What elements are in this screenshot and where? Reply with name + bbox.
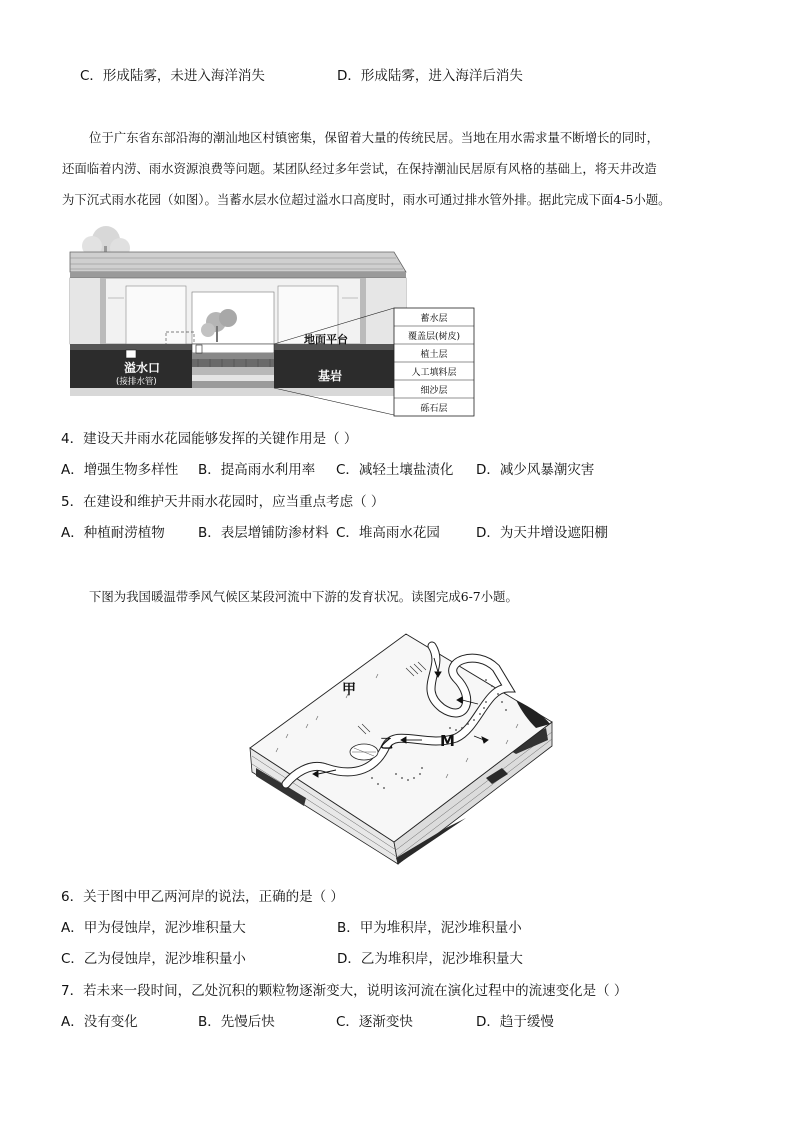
overflow-sublabel: (接排水管) [116,377,157,387]
building-walls [70,278,406,344]
q6-option-a: A．甲为侵蚀岸，泥沙堆积量大 [61,920,246,936]
q6-option-d: D．乙为堆积岸，泥沙堆积量大 [337,951,523,967]
passage1-line3: 为下沉式雨水花园（如图）。当蓄水层水位超过溢水口高度时，雨水可通过排水管外排。据此完成下面4-5小题。 [62,192,671,207]
label-m: M [440,732,455,750]
label-jia: 甲 [342,682,356,698]
layer-label-2: 覆盖层(树皮) [407,332,461,342]
q4-option-b: B．提高雨水利用率 [198,462,316,478]
layer-label-1: 蓄水层 [420,314,448,324]
q5-option-c: C．堆高雨水花园 [336,525,440,541]
q4-option-d: D．减少风暴潮灾害 [476,462,595,478]
overflow-label: 溢水口 [124,361,161,375]
passage1-line1: 位于广东省东部沿海的潮汕地区村镇密集，保留着大量的传统民居。当地在用水需求量不断增长的同时， [89,130,659,145]
q4-option-c: C．减轻土壤盐渍化 [336,462,454,478]
bedrock-label: 基岩 [318,369,343,383]
q5-stem: 5．在建设和维护天井雨水花园时，应当重点考虑（ ） [61,494,385,510]
layer-label-5: 细沙层 [420,386,448,396]
q7-option-b: B．先慢后快 [198,1014,275,1030]
passage2: 下图为我国暖温带季风气候区某段河流中下游的发育状况。读图完成6-7小题。 [89,589,518,604]
prev-option-d: D．形成陆雾，进入海洋后消失 [337,68,523,84]
river-block-diagram [246,628,556,870]
layer-label-3: 植土层 [420,350,448,360]
layer-label-4: 人工填料层 [411,368,457,378]
q6-option-b: B．甲为堆积岸，泥沙堆积量小 [337,920,522,936]
q7-option-d: D．趋于缓慢 [476,1014,554,1030]
passage1-line2: 还面临着内涝、雨水资源浪费等问题。某团队经过多年尝试，在保持潮汕民居原有风格的基础上，将天井改造 [62,161,657,176]
q5-option-d: D．为天井增设遮阳棚 [476,525,608,541]
q7-stem: 7．若未来一段时间，乙处沉积的颗粒物逐渐变大，说明该河流在演化过程中的流速变化是（ ） [61,983,628,999]
ground-level-label: 地面平台 [304,333,348,346]
q6-stem: 6．关于图中甲乙两河岸的说法，正确的是（ ） [61,889,344,905]
label-yi: 乙 [380,737,394,752]
q5-option-b: B．表层增铺防渗材料 [198,525,329,541]
q4-stem: 4．建设天井雨水花园能够发挥的关键作用是（ ） [61,431,358,447]
q7-option-a: A．没有变化 [61,1014,138,1030]
garden-layers [192,344,274,388]
q4-option-a: A．增强生物多样性 [61,462,179,478]
layer-label-6: 砾石层 [420,404,448,414]
roof [70,252,406,278]
q6-option-c: C．乙为侵蚀岸，泥沙堆积量小 [61,951,246,967]
q7-option-c: C．逐渐变快 [336,1014,413,1030]
q5-option-a: A．种植耐涝植物 [61,525,165,541]
prev-option-c: C．形成陆雾，未进入海洋消失 [80,68,265,84]
rain-garden-figure [66,222,476,420]
layer-legend [394,308,474,416]
